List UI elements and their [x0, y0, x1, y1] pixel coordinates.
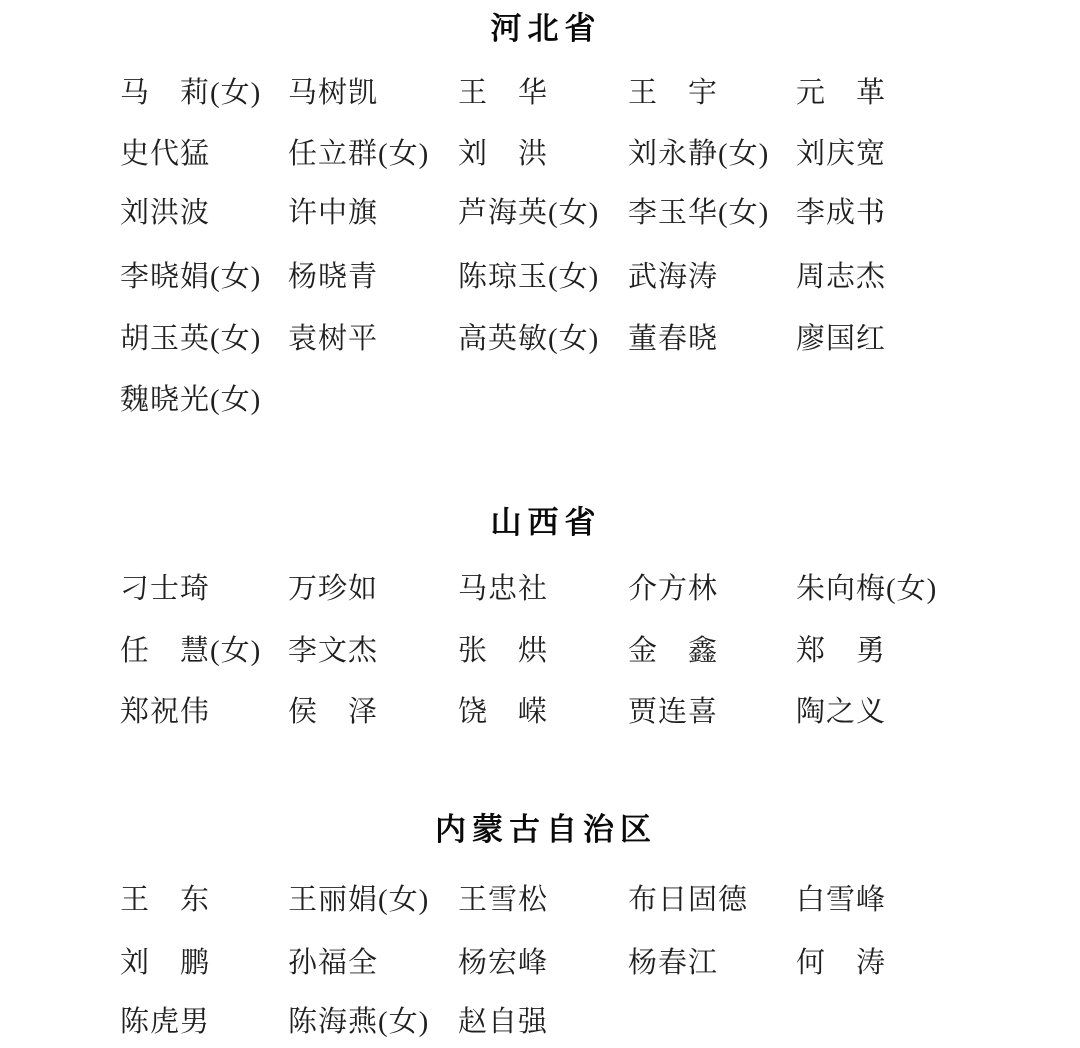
person-name: 马忠社 [458, 573, 549, 605]
person-name: 武海涛 [628, 261, 719, 293]
name-row [120, 324, 966, 354]
person-name: 马 莉(女) [120, 77, 262, 109]
person-name: 刁士琦 [120, 573, 211, 605]
person-name: 侯 泽 [288, 696, 379, 728]
person-name: 王 华 [458, 77, 549, 109]
province-heading-hebei: 河北省 [490, 11, 602, 46]
province-heading-shanxi: 山西省 [490, 505, 602, 540]
person-name: 刘洪波 [120, 197, 211, 229]
name-row [120, 574, 966, 604]
province-heading-neimenggu: 内蒙古自治区 [435, 812, 657, 847]
person-name: 廖国红 [796, 323, 887, 355]
name-row [120, 948, 966, 978]
person-name: 介方林 [628, 573, 719, 605]
name-row [120, 139, 966, 169]
person-name: 王雪松 [458, 884, 549, 916]
person-name: 董春晓 [628, 323, 719, 355]
person-name: 任立群(女) [288, 138, 430, 170]
name-row [120, 78, 966, 108]
person-name: 赵自强 [458, 1006, 549, 1038]
person-name: 元 革 [796, 77, 887, 109]
person-name: 郑祝伟 [120, 696, 211, 728]
person-name: 李成书 [796, 197, 887, 229]
person-name: 许中旗 [288, 197, 379, 229]
name-row [120, 198, 966, 228]
person-name: 王 宇 [628, 77, 719, 109]
person-name: 郑 勇 [796, 635, 887, 667]
person-name: 杨晓青 [288, 261, 379, 293]
person-name: 袁树平 [288, 323, 379, 355]
name-row [120, 697, 966, 727]
person-name: 孙福全 [288, 947, 379, 979]
person-name: 白雪峰 [796, 884, 887, 916]
person-name: 陶之义 [796, 696, 887, 728]
person-name: 史代猛 [120, 138, 211, 170]
name-row [120, 636, 966, 666]
person-name: 高英敏(女) [458, 323, 600, 355]
person-name: 李玉华(女) [628, 197, 770, 229]
person-name: 万珍如 [288, 573, 379, 605]
person-name: 朱向梅(女) [796, 573, 938, 605]
person-name: 刘庆宽 [796, 138, 887, 170]
name-row [120, 885, 966, 915]
person-name: 陈虎男 [120, 1006, 211, 1038]
person-name: 饶 嵘 [458, 696, 549, 728]
name-row [120, 262, 966, 292]
person-name: 刘 鹏 [120, 947, 211, 979]
person-name: 贾连喜 [628, 696, 719, 728]
person-name: 李文杰 [288, 635, 379, 667]
name-row [120, 1007, 966, 1037]
person-name: 马树凯 [288, 77, 379, 109]
person-name: 张 烘 [458, 635, 549, 667]
person-name: 杨春江 [628, 947, 719, 979]
person-name: 刘永静(女) [628, 138, 770, 170]
person-name: 何 涛 [796, 947, 887, 979]
person-name: 王丽娟(女) [288, 884, 430, 916]
person-name: 陈琼玉(女) [458, 261, 600, 293]
person-name: 刘 洪 [458, 138, 549, 170]
person-name: 魏晓光(女) [120, 384, 262, 416]
person-name: 芦海英(女) [458, 197, 600, 229]
person-name: 金 鑫 [628, 635, 719, 667]
person-name: 布日固德 [628, 884, 749, 916]
person-name: 周志杰 [796, 261, 887, 293]
person-name: 杨宏峰 [458, 947, 549, 979]
person-name: 任 慧(女) [120, 635, 262, 667]
person-name: 胡玉英(女) [120, 323, 262, 355]
person-name: 王 东 [120, 884, 211, 916]
person-name: 陈海燕(女) [288, 1006, 430, 1038]
name-row [120, 385, 966, 415]
person-name: 李晓娟(女) [120, 261, 262, 293]
